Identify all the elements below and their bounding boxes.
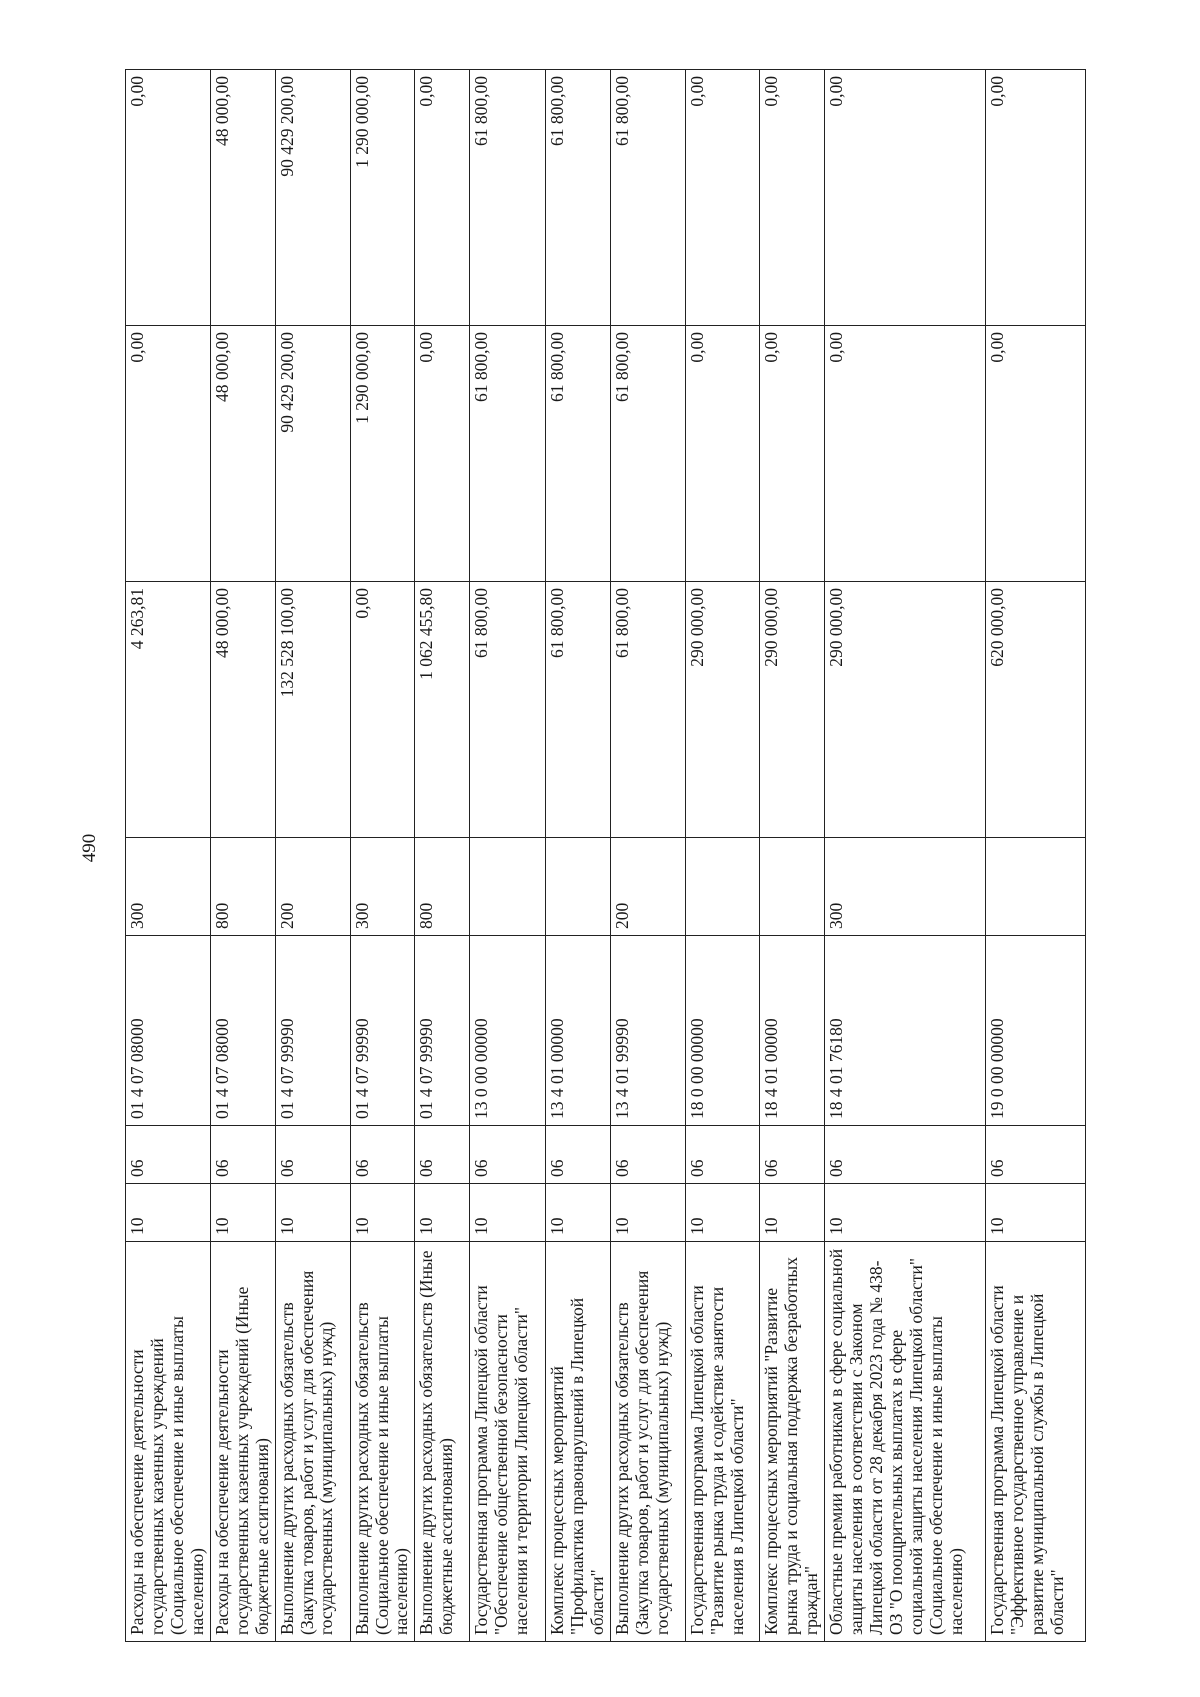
row-name: Выполнение других расходных обязательств (Иные бюджетные ассигнования) <box>415 1242 470 1642</box>
row-name: Комплекс процессных мероприятий "Развитие рынка труда и социальная поддержка безработных граждан" <box>760 1242 825 1642</box>
page-number: 490 <box>79 833 100 863</box>
row-name: Государственная программа Липецкой области "Развитие рынка труда и содействие занятости населения в Липецкой области" <box>686 1242 760 1642</box>
row-expense-type <box>760 838 825 936</box>
row-subsection: 06 <box>760 1126 825 1184</box>
row-target-code: 18 0 00 00000 <box>686 936 760 1126</box>
table-row <box>275 70 350 1642</box>
row-amount-1: 620 000,00 <box>986 582 1086 838</box>
row-target-code: 01 4 07 08000 <box>210 936 275 1126</box>
row-amount-2: 61 800,00 <box>546 326 611 582</box>
row-section: 10 <box>126 1184 211 1242</box>
row-name: Комплекс процессных мероприятий "Профилактика правонарушений в Липецкой области" <box>546 1242 611 1642</box>
row-name: Выполнение других расходных обязательств (Закупка товаров, работ и услуг для обеспечения государственных (муниципальных) нужд) <box>611 1242 686 1642</box>
row-subsection: 06 <box>686 1126 760 1184</box>
row-amount-2: 1 290 000,00 <box>350 326 415 582</box>
table-row <box>470 70 546 1642</box>
row-amount-3: 0,00 <box>415 70 470 326</box>
row-name: Государственная программа Липецкой области "Эффективное государственное управление и развитие муниципальной службы в Липецкой области" <box>986 1242 1086 1642</box>
row-expense-type: 300 <box>350 838 415 936</box>
row-amount-3: 1 290 000,00 <box>350 70 415 326</box>
row-amount-2: 0,00 <box>760 326 825 582</box>
row-amount-2: 0,00 <box>825 326 986 582</box>
row-target-code: 13 0 00 00000 <box>470 936 546 1126</box>
row-amount-1: 132 528 100,00 <box>275 582 350 838</box>
table-row <box>825 70 986 1642</box>
table-body <box>126 70 1086 1642</box>
row-subsection: 06 <box>275 1126 350 1184</box>
row-amount-3: 0,00 <box>760 70 825 326</box>
row-subsection: 06 <box>415 1126 470 1184</box>
table-row <box>760 70 825 1642</box>
row-target-code: 01 4 07 99990 <box>275 936 350 1126</box>
row-name: Расходы на обеспечение деятельности государственных казенных учреждений (Социальное обеспечение и иные выплаты населению) <box>126 1242 211 1642</box>
row-name: Расходы на обеспечение деятельности государственных казенных учреждений (Иные бюджетные ассигнования) <box>210 1242 275 1642</box>
row-amount-3: 61 800,00 <box>611 70 686 326</box>
row-section: 10 <box>611 1184 686 1242</box>
table-row <box>350 70 415 1642</box>
rotated-page-content <box>125 70 1067 1642</box>
row-target-code: 13 4 01 99990 <box>611 936 686 1126</box>
row-name: Областные премии работникам в сфере социальной защиты населения в соответствии с Законом Липецкой области от 28 декабря 2023 года № 438-ОЗ "О поощрительных выплатах в сфере социальной защиты населения Липецкой области" (Социальное обеспечение и иные выплаты населению) <box>825 1242 986 1642</box>
table-row <box>546 70 611 1642</box>
row-subsection: 06 <box>350 1126 415 1184</box>
table-row <box>126 70 211 1642</box>
row-amount-3: 90 429 200,00 <box>275 70 350 326</box>
row-amount-1: 48 000,00 <box>210 582 275 838</box>
row-expense-type <box>546 838 611 936</box>
row-subsection: 06 <box>611 1126 686 1184</box>
row-amount-3: 61 800,00 <box>546 70 611 326</box>
row-subsection: 06 <box>986 1126 1086 1184</box>
row-amount-2: 0,00 <box>686 326 760 582</box>
row-amount-2: 0,00 <box>126 326 211 582</box>
budget-table <box>125 69 1086 1642</box>
row-target-code: 01 4 07 99990 <box>350 936 415 1126</box>
row-amount-3: 0,00 <box>825 70 986 326</box>
row-target-code: 18 4 01 76180 <box>825 936 986 1126</box>
row-section: 10 <box>986 1184 1086 1242</box>
row-target-code: 18 4 01 00000 <box>760 936 825 1126</box>
row-section: 10 <box>686 1184 760 1242</box>
row-subsection: 06 <box>546 1126 611 1184</box>
row-amount-2: 61 800,00 <box>611 326 686 582</box>
row-amount-1: 61 800,00 <box>546 582 611 838</box>
row-section: 10 <box>415 1184 470 1242</box>
row-target-code: 13 4 01 00000 <box>546 936 611 1126</box>
table-row <box>686 70 760 1642</box>
row-amount-1: 290 000,00 <box>825 582 986 838</box>
row-amount-3: 48 000,00 <box>210 70 275 326</box>
row-amount-2: 61 800,00 <box>470 326 546 582</box>
row-name: Выполнение других расходных обязательств (Социальное обеспечение и иные выплаты населению) <box>350 1242 415 1642</box>
row-expense-type: 300 <box>126 838 211 936</box>
row-section: 10 <box>210 1184 275 1242</box>
row-name: Государственная программа Липецкой области "Обеспечение общественной безопасности населения и территории Липецкой области" <box>470 1242 546 1642</box>
row-amount-3: 0,00 <box>986 70 1086 326</box>
row-amount-1: 290 000,00 <box>686 582 760 838</box>
row-expense-type: 800 <box>210 838 275 936</box>
row-section: 10 <box>760 1184 825 1242</box>
row-amount-3: 61 800,00 <box>470 70 546 326</box>
row-expense-type <box>470 838 546 936</box>
row-section: 10 <box>350 1184 415 1242</box>
row-amount-3: 0,00 <box>126 70 211 326</box>
row-target-code: 19 0 00 00000 <box>986 936 1086 1126</box>
row-subsection: 06 <box>210 1126 275 1184</box>
row-amount-1: 1 062 455,80 <box>415 582 470 838</box>
row-amount-1: 0,00 <box>350 582 415 838</box>
table-row <box>210 70 275 1642</box>
row-section: 10 <box>470 1184 546 1242</box>
row-amount-1: 61 800,00 <box>611 582 686 838</box>
row-subsection: 06 <box>470 1126 546 1184</box>
row-section: 10 <box>825 1184 986 1242</box>
row-subsection: 06 <box>126 1126 211 1184</box>
row-amount-2: 48 000,00 <box>210 326 275 582</box>
row-target-code: 01 4 07 99990 <box>415 936 470 1126</box>
row-section: 10 <box>546 1184 611 1242</box>
row-section: 10 <box>275 1184 350 1242</box>
row-expense-type: 200 <box>275 838 350 936</box>
row-amount-1: 61 800,00 <box>470 582 546 838</box>
row-expense-type: 200 <box>611 838 686 936</box>
row-expense-type <box>986 838 1086 936</box>
row-name: Выполнение других расходных обязательств (Закупка товаров, работ и услуг для обеспечения государственных (муниципальных) нужд) <box>275 1242 350 1642</box>
row-amount-1: 4 263,81 <box>126 582 211 838</box>
row-amount-2: 90 429 200,00 <box>275 326 350 582</box>
row-expense-type: 800 <box>415 838 470 936</box>
table-row <box>611 70 686 1642</box>
table-row <box>986 70 1086 1642</box>
table-row <box>415 70 470 1642</box>
row-expense-type <box>686 838 760 936</box>
row-expense-type: 300 <box>825 838 986 936</box>
row-amount-1: 290 000,00 <box>760 582 825 838</box>
row-amount-3: 0,00 <box>686 70 760 326</box>
row-subsection: 06 <box>825 1126 986 1184</box>
row-amount-2: 0,00 <box>986 326 1086 582</box>
row-target-code: 01 4 07 08000 <box>126 936 211 1126</box>
row-amount-2: 0,00 <box>415 326 470 582</box>
